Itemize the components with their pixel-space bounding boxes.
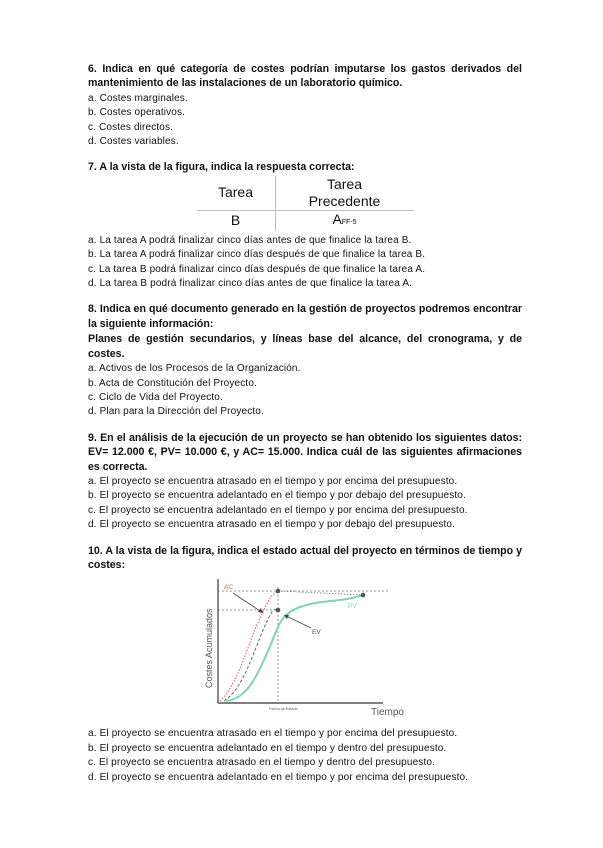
label-ev: EV xyxy=(312,629,321,637)
x-axis-label: Tiempo xyxy=(371,707,404,719)
answer-option[interactable]: c. La tarea B podrá finalizar cinco días después de que finalice la tarea A. xyxy=(88,263,426,275)
question-stem: 7. A la vista de la figura, indica la respuesta correcta: xyxy=(88,161,355,174)
answer-option[interactable]: d. Plan para la Dirección del Proyecto. xyxy=(88,406,264,418)
question-stem: 8. Indica en qué documento generado en la gestión de proyectos podremos encontrar la siguiente información: xyxy=(88,303,522,330)
ev-curve xyxy=(224,610,278,701)
pv-curve xyxy=(226,595,363,701)
table-header-row xyxy=(197,176,414,211)
question-7 xyxy=(88,160,522,291)
answer-option[interactable]: a. La tarea A podrá finalizar cinco días antes de que finalice la tarea B. xyxy=(88,234,412,246)
evm-chart xyxy=(188,573,418,721)
predecessor-relation: FF-5 xyxy=(341,218,357,226)
bac-point xyxy=(361,593,366,598)
answer-option[interactable]: a. El proyecto se encuentra atrasado en el tiempo y por encima del presupuesto. xyxy=(88,475,458,487)
answer-option[interactable]: b. Acta de Constitución del Proyecto. xyxy=(88,377,257,389)
precedence-table xyxy=(197,176,414,231)
forecast-line xyxy=(278,591,363,595)
question-stem: 6. Indica en qué categoría de costes podrían imputarse los gastos derivados del mantenimiento de las instalaciones de un laboratorio químico. xyxy=(88,63,522,90)
answer-option[interactable]: c. El proyecto se encuentra atrasado en el tiempo y dentro del presupuesto. xyxy=(88,757,436,769)
answer-option[interactable]: c. Costes directos. xyxy=(88,121,174,133)
cell-task: B xyxy=(197,210,276,231)
label-status-date: Fecha de Estado xyxy=(269,707,298,712)
header-tarea: Tarea xyxy=(197,176,276,211)
answer-option[interactable]: d. El proyecto se encuentra adelantado en el tiempo y por encima del presupuesto. xyxy=(88,771,469,783)
answer-option[interactable]: d. El proyecto se encuentra atrasado en el tiempo y por debajo del presupuesto. xyxy=(88,519,456,531)
question-substem: Planes de gestión secundarios, y líneas base del alcance, del cronograma, y de costes. xyxy=(88,333,522,360)
answer-option[interactable]: b. La tarea A podrá finalizar cinco días después de que finalice la tarea B. xyxy=(88,249,426,261)
table-row xyxy=(197,210,414,231)
label-pv: PV xyxy=(348,603,357,611)
question-stem: 9. En el análisis de la ejecución de un proyecto se han obtenido los siguientes datos: EV= 12.000 €, PV= 10.000 €, y AC= 15.000. Indica cuál de las siguientes afirmaciones es correcta. xyxy=(88,431,522,473)
question-8 xyxy=(88,302,522,419)
header-tarea-precedente: Tarea Precedente xyxy=(275,176,414,211)
label-ac: AC xyxy=(224,584,234,592)
question-stem: 10. A la vista de la figura, indica el estado actual del proyecto en términos de tiempo y costes: xyxy=(88,544,522,571)
answer-option[interactable]: b. El proyecto se encuentra adelantado en el tiempo y por debajo del presupuesto. xyxy=(88,490,466,502)
answer-option[interactable]: b. El proyecto se encuentra adelantado en el tiempo y dentro del presupuesto. xyxy=(88,742,447,754)
answer-option[interactable]: a. Activos de los Procesos de la Organización. xyxy=(88,363,301,375)
evm-chart-wrap xyxy=(88,573,522,721)
question-6 xyxy=(88,62,522,149)
answer-option[interactable]: c. Ciclo de Vida del Proyecto. xyxy=(88,391,223,403)
answer-option[interactable]: d. Costes variables. xyxy=(88,136,179,148)
predecessor-task: A xyxy=(332,210,342,227)
ev-point xyxy=(276,608,281,613)
exam-page xyxy=(88,62,522,796)
answer-option[interactable]: b. Costes operativos. xyxy=(88,107,186,119)
question-10 xyxy=(88,544,522,785)
y-axis-label: Costes Acumulados xyxy=(204,608,214,689)
ev-pointer xyxy=(284,615,311,628)
ac-point xyxy=(276,589,281,594)
cell-predecessor xyxy=(275,210,414,231)
question-9 xyxy=(88,431,522,533)
answer-option[interactable]: a. Costes marginales. xyxy=(88,92,188,104)
precedence-table-wrap xyxy=(88,176,522,231)
answer-option[interactable]: c. El proyecto se encuentra adelantado en el tiempo y por encima del presupuesto. xyxy=(88,504,468,516)
answer-option[interactable]: d. La tarea B podrá finalizar cinco días antes de que finalice la tarea A. xyxy=(88,278,413,290)
answer-option[interactable]: a. El proyecto se encuentra atrasado en el tiempo y por encima del presupuesto. xyxy=(88,728,458,740)
